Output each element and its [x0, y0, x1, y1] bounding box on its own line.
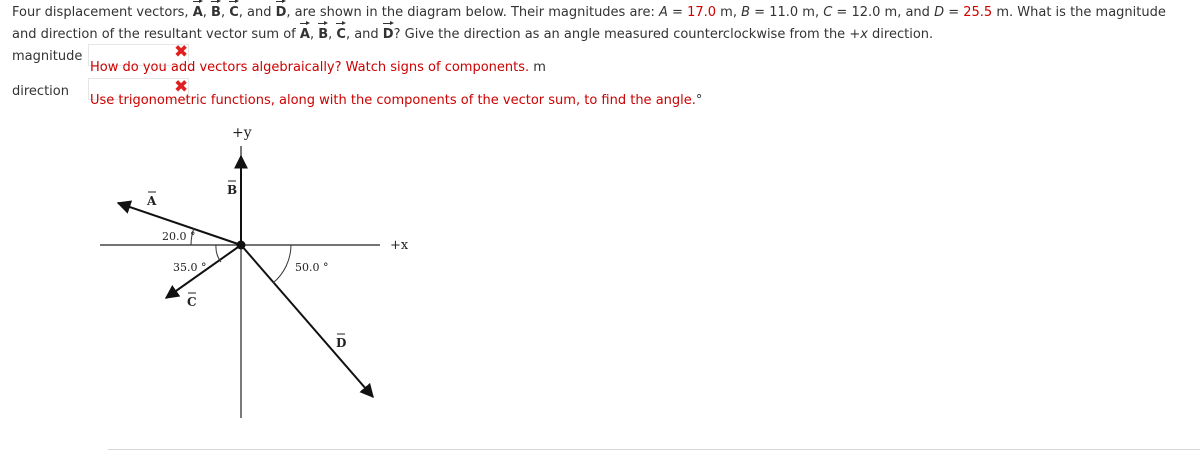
- magnitude-label: magnitude: [12, 49, 83, 64]
- angle-c-label: 35.0 °: [173, 261, 207, 274]
- direction-hint: Use trigonometric functions, along with the components of the vector sum, to find the angle.°: [90, 93, 703, 108]
- vector-d-label: D: [336, 336, 347, 350]
- magnitude-hint: How do you add vectors algebraically? Watch signs of components. m: [90, 60, 546, 75]
- angle-a-label: 20.0 °: [162, 230, 196, 243]
- question-text: Four displacement vectors, A, B, C, and D, are shown in the diagram below. Their magnitudes are: A = 17.0 m, B = 11.0 m, C = 12.0 m, and D = 25.5 m. What is the magnitude and direction of the resultant vector sum of A, B, C, and D? Give the direction as an angle measured counterclockwise from the +x direction.: [12, 2, 1192, 46]
- magnitude-b-value: 11.0 m: [769, 5, 815, 20]
- x-mark-icon: ✖: [174, 42, 189, 62]
- x-axis-label: +x: [390, 238, 409, 253]
- angle-d-label: 50.0 °: [295, 261, 329, 274]
- direction-unit: °: [695, 93, 703, 108]
- magnitude-c-value: 12.0 m: [851, 5, 898, 20]
- vector-diagram: [0, 118, 460, 418]
- angle-d-arc: [273, 245, 291, 283]
- magnitude-unit: m: [533, 60, 546, 75]
- vector-b-label: B: [227, 183, 238, 197]
- magnitude-a-value: 17.0: [687, 5, 717, 20]
- vector-d-symbol: D: [276, 2, 287, 24]
- origin-dot: [237, 241, 246, 250]
- next-section-border: [108, 449, 1200, 453]
- y-axis-label: +y: [232, 125, 252, 141]
- vector-b-symbol: B: [211, 2, 221, 24]
- vector-a-label: A: [147, 194, 157, 208]
- direction-label: direction: [12, 84, 69, 99]
- vector-c-label: C: [187, 295, 197, 309]
- vector-c-symbol: C: [229, 2, 239, 24]
- magnitude-d-value: 25.5: [963, 5, 993, 20]
- vector-a-symbol: A: [193, 2, 203, 24]
- x-mark-icon: ✖: [174, 77, 189, 97]
